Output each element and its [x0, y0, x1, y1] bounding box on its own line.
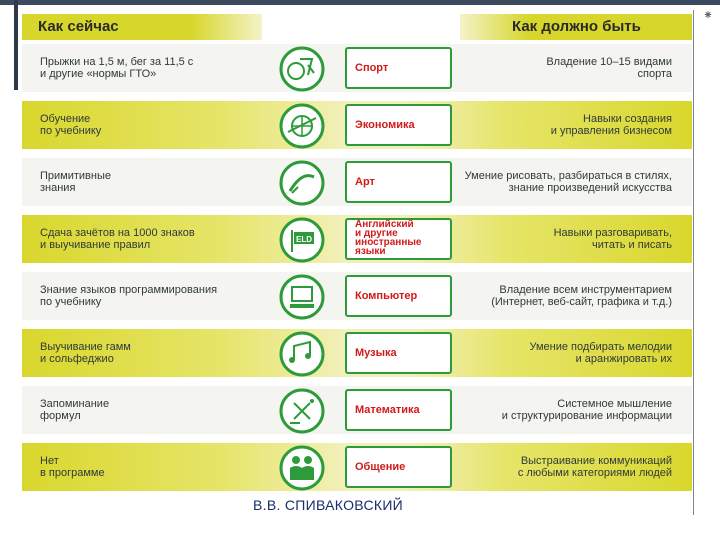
current-state-line: и другие «нормы ГТО» [40, 68, 157, 80]
topic-label [355, 120, 415, 131]
current-state-line: Выучивание гамм [40, 341, 131, 353]
target-state-line: читать и писать [592, 239, 672, 251]
languages-icon [278, 216, 336, 264]
target-state-line: Навыки разговаривать, [553, 227, 672, 239]
current-state-text [40, 227, 195, 251]
target-state-line: и структурирование информации [501, 410, 672, 422]
topic-line: Арт [355, 176, 375, 188]
left-accent-line [14, 0, 18, 90]
topic-line: Математика [355, 404, 420, 416]
target-state-line: и управления бизнесом [550, 125, 672, 137]
top-bar [0, 0, 720, 5]
target-state-text [546, 56, 672, 80]
target-state-text [465, 170, 672, 194]
target-state-text [518, 455, 672, 479]
economy-icon [278, 102, 336, 150]
current-state-text [40, 341, 131, 365]
target-state-line: спорта [637, 68, 672, 80]
topic-label [355, 220, 421, 256]
topic-label [355, 291, 417, 302]
topic-line: иностранные [355, 237, 422, 248]
current-state-text [40, 455, 105, 479]
target-state-text [554, 227, 672, 251]
topic-label [355, 348, 397, 359]
current-state-line: Примитивные [40, 170, 112, 182]
target-state-line: и аранжировать их [575, 353, 672, 365]
computer-icon [278, 273, 336, 321]
corner-mark: ⁕ [702, 8, 714, 22]
art-icon [278, 159, 336, 207]
author-label: В.В. СПИВАКОВСКИЙ [253, 497, 404, 513]
current-state-line: Запоминание [40, 398, 110, 410]
target-state-text [529, 341, 672, 365]
header-right-title: Как должно быть [512, 18, 641, 35]
topic-line: и другие [355, 228, 398, 239]
target-state-line: Владение всем инструментарием [499, 284, 672, 296]
topic-line: Экономика [355, 119, 415, 131]
target-state-line: Владение 10–15 видами [546, 56, 672, 68]
sports-icon [278, 45, 336, 93]
topic-label [355, 63, 388, 74]
target-state-line: Навыки создания [583, 113, 672, 125]
target-state-text [502, 398, 672, 422]
target-state-line: Умение подбирать мелодии [529, 341, 672, 353]
current-state-line: формул [40, 410, 81, 422]
current-state-text [40, 113, 101, 137]
target-state-line: с любыми категориями людей [517, 467, 672, 479]
current-state-line: Сдача зачётов на 1000 знаков [40, 227, 195, 239]
target-state-text [551, 113, 672, 137]
communication-icon [278, 444, 336, 492]
current-state-text [40, 284, 217, 308]
topic-line: Общение [355, 461, 406, 473]
current-state-line: и сольфеджио [40, 353, 114, 365]
topic-label [355, 405, 420, 416]
current-state-line: Прыжки на 1,5 м, бег за 11,5 с [40, 56, 194, 68]
right-divider-line [693, 10, 694, 515]
topic-line: языки [355, 246, 386, 257]
current-state-text [40, 56, 193, 80]
current-state-line: по учебнику [40, 125, 102, 137]
target-state-line: (Интернет, веб-сайт, графика и т.д.) [491, 296, 672, 308]
current-state-line: по учебнику [40, 296, 102, 308]
target-state-line: Умение рисовать, разбираться в стилях, [464, 170, 672, 182]
current-state-line: и выучивание правил [40, 239, 151, 251]
current-state-text [40, 398, 109, 422]
current-state-line: Обучение [40, 113, 91, 125]
music-icon [278, 330, 336, 378]
topic-line: Английский [355, 219, 414, 230]
topic-line: Музыка [355, 347, 397, 359]
topic-label [355, 462, 405, 473]
header-left-title: Как сейчас [38, 18, 119, 35]
math-icon [278, 387, 336, 435]
topic-line: Спорт [355, 62, 389, 74]
target-state-line: знание произведений искусства [508, 182, 672, 194]
topic-label [355, 177, 375, 188]
topic-line: Компьютер [355, 290, 418, 302]
target-state-line: Системное мышление [557, 398, 672, 410]
current-state-line: знания [40, 182, 76, 194]
current-state-text [40, 170, 111, 194]
target-state-text [491, 284, 672, 308]
svg-text:ELD: ELD [296, 235, 312, 244]
target-state-line: Выстраивание коммуникаций [520, 455, 672, 467]
current-state-line: в программе [40, 467, 105, 479]
current-state-line: Нет [40, 455, 59, 467]
current-state-line: Знание языков программирования [40, 284, 218, 296]
